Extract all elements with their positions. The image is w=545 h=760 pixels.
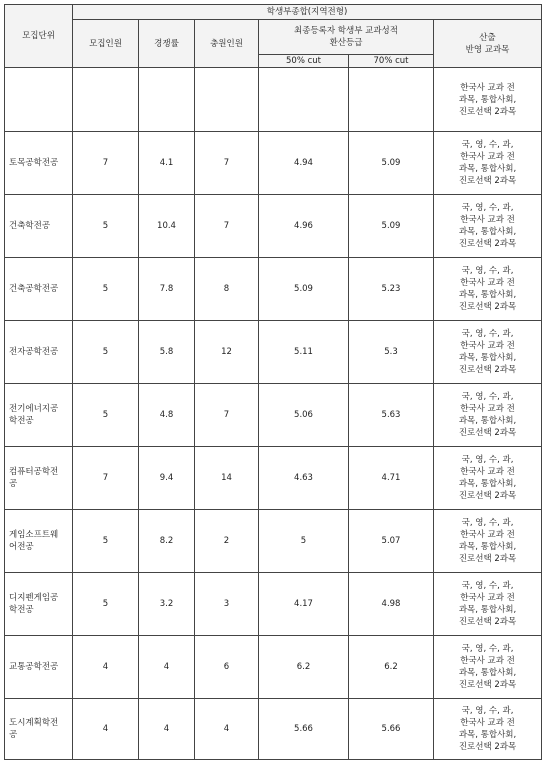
unit-cell bbox=[5, 68, 73, 132]
competition-cell: 8.2 bbox=[139, 510, 195, 573]
table-row bbox=[5, 510, 542, 573]
header-grade-line-1: 최종등록자 학생부 교과성적 bbox=[294, 26, 398, 36]
subject-line: 국, 영, 수, 과, bbox=[461, 266, 514, 276]
header-cut50: 50% cut bbox=[259, 55, 349, 68]
table-row bbox=[5, 636, 542, 699]
recruit-cell: 4 bbox=[73, 699, 139, 760]
unit-name-line: 공 bbox=[9, 479, 18, 489]
competition-cell: 3.2 bbox=[139, 573, 195, 636]
subject-line: 한국사 교과 전 bbox=[460, 278, 515, 288]
subject-line: 진로선택 2과목 bbox=[458, 491, 517, 501]
subjects-cell bbox=[434, 573, 542, 636]
subjects-cell bbox=[434, 258, 542, 321]
subject-line: 한국사 교과 전 bbox=[460, 152, 515, 162]
unit-name: 토목공학전공 bbox=[5, 132, 73, 195]
unit-name bbox=[5, 699, 73, 760]
subject-line: 국, 영, 수, 과, bbox=[461, 329, 514, 339]
subject-line: 국, 영, 수, 과, bbox=[461, 644, 514, 654]
unit-name bbox=[5, 510, 73, 573]
subject-line: 진로선택 2과목 bbox=[458, 176, 517, 186]
cut70-cell: 4.98 bbox=[349, 573, 434, 636]
table-row bbox=[5, 699, 542, 760]
additional-cell: 7 bbox=[195, 132, 259, 195]
recruit-cell: 5 bbox=[73, 321, 139, 384]
cut70-cell: 5.66 bbox=[349, 699, 434, 760]
unit-name: 건축학전공 bbox=[5, 195, 73, 258]
recruit-cell: 4 bbox=[73, 636, 139, 699]
table-row bbox=[5, 447, 542, 510]
header-unit: 모집단위 bbox=[5, 5, 73, 68]
additional-cell: 4 bbox=[195, 699, 259, 760]
cut70-cell: 5.3 bbox=[349, 321, 434, 384]
header-recruit: 모집인원 bbox=[73, 20, 139, 68]
cut50-cell: 5.09 bbox=[259, 258, 349, 321]
subject-line: 진로선택 2과목 bbox=[458, 365, 517, 375]
unit-name: 건축공학전공 bbox=[5, 258, 73, 321]
unit-name-line: 학전공 bbox=[9, 605, 34, 615]
unit-name-line: 디지펜게임공 bbox=[9, 593, 59, 603]
competition-cell: 4.8 bbox=[139, 384, 195, 447]
unit-name bbox=[5, 384, 73, 447]
subjects-cell bbox=[434, 510, 542, 573]
recruit-cell: 7 bbox=[73, 447, 139, 510]
cut50-cell: 6.2 bbox=[259, 636, 349, 699]
additional-cell: 3 bbox=[195, 573, 259, 636]
table-row bbox=[5, 132, 542, 195]
additional-cell: 7 bbox=[195, 384, 259, 447]
subject-line: 진로선택 2과목 bbox=[458, 428, 517, 438]
header-cut70: 70% cut bbox=[349, 55, 434, 68]
unit-name-line: 학전공 bbox=[9, 416, 34, 426]
subject-line: 진로선택 2과목 bbox=[458, 106, 517, 117]
subject-line: 진로선택 2과목 bbox=[458, 680, 517, 690]
subject-line: 진로선택 2과목 bbox=[458, 302, 517, 312]
competition-cell: 5.8 bbox=[139, 321, 195, 384]
subjects-cell bbox=[434, 321, 542, 384]
recruit-cell: 7 bbox=[73, 132, 139, 195]
header-subjects bbox=[434, 20, 542, 68]
cut70-cell: 5.63 bbox=[349, 384, 434, 447]
cut70-cell bbox=[349, 68, 434, 132]
cut70-cell: 5.09 bbox=[349, 132, 434, 195]
header-grade bbox=[259, 20, 434, 55]
subject-line: 한국사 교과 전 bbox=[460, 215, 515, 225]
cut70-cell: 4.71 bbox=[349, 447, 434, 510]
table-row bbox=[5, 258, 542, 321]
additional-cell: 14 bbox=[195, 447, 259, 510]
additional-cell: 7 bbox=[195, 195, 259, 258]
recruit-cell: 5 bbox=[73, 573, 139, 636]
subject-line: 진로선택 2과목 bbox=[458, 742, 517, 752]
subject-line: 한국사 교과 전 bbox=[460, 467, 515, 477]
subject-line: 과목, 통합사회, bbox=[458, 353, 517, 363]
cut50-cell: 5.06 bbox=[259, 384, 349, 447]
subject-line: 국, 영, 수, 과, bbox=[461, 581, 514, 591]
subject-line: 한국사 교과 전 bbox=[460, 404, 515, 414]
unit-name: 교통공학전공 bbox=[5, 636, 73, 699]
additional-cell: 2 bbox=[195, 510, 259, 573]
additional-cell: 6 bbox=[195, 636, 259, 699]
competition-cell: 4 bbox=[139, 636, 195, 699]
unit-name bbox=[5, 447, 73, 510]
header-row-1 bbox=[5, 5, 542, 20]
recruit-cell: 5 bbox=[73, 195, 139, 258]
header-row-2 bbox=[5, 20, 542, 55]
table-row bbox=[5, 321, 542, 384]
admission-results-table bbox=[4, 4, 542, 760]
subject-line: 과목, 통합사회, bbox=[458, 668, 517, 678]
cut50-cell: 4.17 bbox=[259, 573, 349, 636]
additional-cell bbox=[195, 68, 259, 132]
subjects-cell bbox=[434, 68, 542, 132]
unit-name-line: 전기에너지공 bbox=[9, 404, 59, 414]
subjects-cell bbox=[434, 384, 542, 447]
subject-line: 과목, 통합사회, bbox=[458, 290, 517, 300]
subject-line: 국, 영, 수, 과, bbox=[461, 140, 514, 150]
subject-line: 과목, 통합사회, bbox=[458, 164, 517, 174]
additional-cell: 12 bbox=[195, 321, 259, 384]
competition-cell: 9.4 bbox=[139, 447, 195, 510]
competition-cell: 4 bbox=[139, 699, 195, 760]
subject-line: 과목, 통합사회, bbox=[458, 605, 517, 615]
subjects-cell bbox=[434, 195, 542, 258]
competition-cell: 4.1 bbox=[139, 132, 195, 195]
subject-line: 과목, 통합사회, bbox=[458, 227, 517, 237]
cut70-cell: 6.2 bbox=[349, 636, 434, 699]
subject-line: 한국사 교과 전 bbox=[460, 530, 515, 540]
subject-line: 과목, 통합사회, bbox=[458, 94, 517, 105]
cut50-cell bbox=[259, 68, 349, 132]
subject-line: 한국사 교과 전 bbox=[460, 82, 515, 93]
unit-name-line: 도시계획학전 bbox=[9, 718, 59, 728]
header-additional: 충원인원 bbox=[195, 20, 259, 68]
subject-line: 과목, 통합사회, bbox=[458, 542, 517, 552]
subject-line: 국, 영, 수, 과, bbox=[461, 706, 514, 716]
unit-name-line: 게임소프트웨 bbox=[9, 530, 59, 540]
table-row bbox=[5, 573, 542, 636]
recruit-cell: 5 bbox=[73, 510, 139, 573]
cut50-cell: 5.66 bbox=[259, 699, 349, 760]
competition-cell: 7.8 bbox=[139, 258, 195, 321]
unit-name-line: 어전공 bbox=[9, 542, 34, 552]
header-group: 학생부종합(지역전형) bbox=[73, 5, 542, 20]
subject-line: 한국사 교과 전 bbox=[460, 341, 515, 351]
cut70-cell: 5.23 bbox=[349, 258, 434, 321]
subjects-cell bbox=[434, 636, 542, 699]
subject-line: 진로선택 2과목 bbox=[458, 617, 517, 627]
competition-cell bbox=[139, 68, 195, 132]
table-row bbox=[5, 68, 542, 132]
cut70-cell: 5.07 bbox=[349, 510, 434, 573]
subject-line: 과목, 통합사회, bbox=[458, 416, 517, 426]
subject-line: 과목, 통합사회, bbox=[458, 730, 517, 740]
unit-name-line: 공 bbox=[9, 730, 18, 740]
competition-cell: 10.4 bbox=[139, 195, 195, 258]
subject-line: 국, 영, 수, 과, bbox=[461, 455, 514, 465]
recruit-cell: 5 bbox=[73, 258, 139, 321]
recruit-cell: 5 bbox=[73, 384, 139, 447]
subject-line: 국, 영, 수, 과, bbox=[461, 518, 514, 528]
unit-name-line: 컴퓨터공학전 bbox=[9, 467, 59, 477]
cut70-cell: 5.09 bbox=[349, 195, 434, 258]
cut50-cell: 5.11 bbox=[259, 321, 349, 384]
table-row bbox=[5, 384, 542, 447]
header-competition: 경쟁률 bbox=[139, 20, 195, 68]
recruit-cell bbox=[73, 68, 139, 132]
cut50-cell: 5 bbox=[259, 510, 349, 573]
unit-name bbox=[5, 573, 73, 636]
subject-line: 한국사 교과 전 bbox=[460, 718, 515, 728]
subject-line: 국, 영, 수, 과, bbox=[461, 392, 514, 402]
subjects-cell bbox=[434, 699, 542, 760]
header-grade-line-2: 환산등급 bbox=[329, 38, 363, 48]
header-subjects-line-1: 산출 bbox=[479, 32, 496, 43]
subjects-cell bbox=[434, 132, 542, 195]
subject-line: 한국사 교과 전 bbox=[460, 656, 515, 666]
cut50-cell: 4.63 bbox=[259, 447, 349, 510]
subject-line: 국, 영, 수, 과, bbox=[461, 203, 514, 213]
unit-name: 전자공학전공 bbox=[5, 321, 73, 384]
cut50-cell: 4.94 bbox=[259, 132, 349, 195]
subject-line: 한국사 교과 전 bbox=[460, 593, 515, 603]
subject-line: 과목, 통합사회, bbox=[458, 479, 517, 489]
additional-cell: 8 bbox=[195, 258, 259, 321]
cut50-cell: 4.96 bbox=[259, 195, 349, 258]
subject-line: 진로선택 2과목 bbox=[458, 554, 517, 564]
table-row bbox=[5, 195, 542, 258]
subjects-cell bbox=[434, 447, 542, 510]
header-subjects-line-2: 반영 교과목 bbox=[465, 44, 510, 55]
subject-line: 진로선택 2과목 bbox=[458, 239, 517, 249]
